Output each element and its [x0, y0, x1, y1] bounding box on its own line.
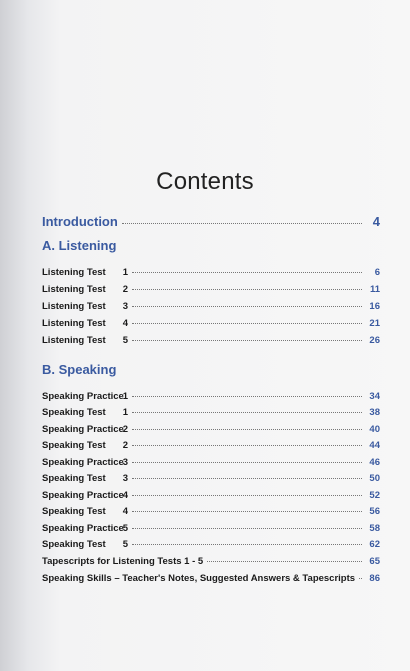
- toc-page-number: 62: [369, 539, 380, 550]
- toc-entry-label: Speaking Practice: [42, 391, 124, 402]
- toc-entry-label: Speaking Practice: [42, 490, 124, 501]
- toc-entry-label: Speaking Test: [42, 506, 106, 517]
- leader-dots: [207, 561, 362, 562]
- leader-dots: [122, 223, 362, 224]
- toc-entry-label: Listening Test: [42, 335, 106, 346]
- toc-entry-speaking-practice-2[interactable]: [42, 424, 380, 435]
- toc-entry-label: Listening Test: [42, 301, 106, 312]
- toc-entry-label: Speaking Test: [42, 473, 106, 484]
- toc-entry-speaking-practice-1[interactable]: [42, 391, 380, 402]
- toc-page-number: 26: [369, 335, 380, 346]
- toc-entry-number: 5: [122, 539, 128, 550]
- leader-dots: [132, 306, 362, 307]
- toc-entry-speaking-test-2[interactable]: [42, 440, 380, 451]
- toc-entry-number: 4: [122, 506, 128, 517]
- toc-entry-label: Speaking Practice: [42, 457, 124, 468]
- toc-entry-number: 4: [122, 318, 128, 329]
- toc-entry-number: 1: [122, 407, 128, 418]
- toc-entry-label: Speaking Skills – Teacher's Notes, Suggested Answers & Tapescripts: [42, 573, 356, 584]
- toc-page-number: 46: [369, 457, 380, 468]
- leader-dots: [132, 396, 362, 397]
- toc-entry-number: 3: [122, 301, 128, 312]
- toc-entry-label: Speaking Practice: [42, 523, 124, 534]
- toc-entry-listening-test-2[interactable]: [42, 284, 380, 295]
- toc-entry-label: Introduction: [42, 214, 118, 229]
- toc-page-number: 16: [369, 301, 380, 312]
- toc-page-number: 6: [374, 267, 380, 278]
- toc-entry-number: 4: [122, 490, 128, 501]
- leader-dots: [132, 478, 362, 479]
- leader-dots: [132, 528, 362, 529]
- toc-entry-number: 2: [122, 284, 128, 295]
- toc-entry-label: Speaking Test: [42, 407, 106, 418]
- toc-entry-number: 5: [122, 335, 128, 346]
- toc-entry-speaking-practice-4[interactable]: [42, 490, 380, 501]
- toc-entry-label: Listening Test: [42, 318, 106, 329]
- leader-dots: [132, 340, 362, 341]
- toc-page-number: 50: [369, 473, 380, 484]
- toc-entry-speaking-test-5[interactable]: [42, 539, 380, 550]
- toc-entry-listening-test-1[interactable]: [42, 267, 380, 278]
- toc-entry-number: 1: [122, 391, 128, 402]
- toc-entry-number: 5: [122, 523, 128, 534]
- toc-entry-number: 1: [122, 267, 128, 278]
- toc-page-number: 44: [369, 440, 380, 451]
- toc-entry-label: Speaking Practice: [42, 424, 124, 435]
- toc-page-number: 65: [369, 556, 380, 567]
- toc-page-number: 56: [369, 506, 380, 517]
- toc-page-number: 11: [369, 284, 380, 295]
- toc-entry-listening-test-3[interactable]: [42, 301, 380, 312]
- page-title: Contents: [156, 168, 254, 195]
- toc-entry-label: Speaking Test: [42, 539, 106, 550]
- leader-dots: [132, 495, 362, 496]
- toc-page-number: 21: [369, 318, 380, 329]
- toc-entry-label: Speaking Test: [42, 440, 106, 451]
- leader-dots: [132, 412, 362, 413]
- toc-entry-speaking-test-4[interactable]: [42, 506, 380, 517]
- toc-entry-label: Listening Test: [42, 267, 106, 278]
- toc-entry-label: Listening Test: [42, 284, 106, 295]
- toc-entry-listening-test-4[interactable]: [42, 318, 380, 329]
- toc-page-number: 4: [372, 214, 380, 229]
- toc-entry-introduction[interactable]: [42, 214, 380, 229]
- leader-dots: [132, 323, 362, 324]
- toc-page-number: 40: [369, 424, 380, 435]
- toc-page-number: 58: [369, 523, 380, 534]
- toc-entry-label: Tapescripts for Listening Tests 1 - 5: [42, 556, 204, 567]
- toc-entry-tapescripts[interactable]: [42, 556, 380, 567]
- leader-dots: [132, 429, 362, 430]
- toc-entry-speaking-practice-3[interactable]: [42, 457, 380, 468]
- leader-dots: [132, 272, 362, 273]
- toc-entry-number: 2: [122, 440, 128, 451]
- toc-entry-speaking-test-1[interactable]: [42, 407, 380, 418]
- leader-dots: [132, 511, 362, 512]
- leader-dots: [132, 289, 362, 290]
- toc-entry-speaking-practice-5[interactable]: [42, 523, 380, 534]
- toc-entry-speaking-skills[interactable]: [42, 573, 380, 584]
- toc-entry-speaking-test-3[interactable]: [42, 473, 380, 484]
- leader-dots: [132, 544, 362, 545]
- toc-page-number: 52: [369, 490, 380, 501]
- section-heading-listening: A. Listening: [42, 238, 117, 253]
- toc-page-number: 38: [369, 407, 380, 418]
- toc-entry-number: 3: [122, 457, 128, 468]
- leader-dots: [132, 445, 362, 446]
- section-heading-speaking: B. Speaking: [42, 362, 117, 377]
- toc-entry-number: 3: [122, 473, 128, 484]
- toc-page-number: 34: [369, 391, 380, 402]
- leader-dots: [359, 578, 362, 579]
- toc-entry-listening-test-5[interactable]: [42, 335, 380, 346]
- toc-page-number: 86: [369, 573, 380, 584]
- toc-entry-number: 2: [122, 424, 128, 435]
- leader-dots: [132, 462, 362, 463]
